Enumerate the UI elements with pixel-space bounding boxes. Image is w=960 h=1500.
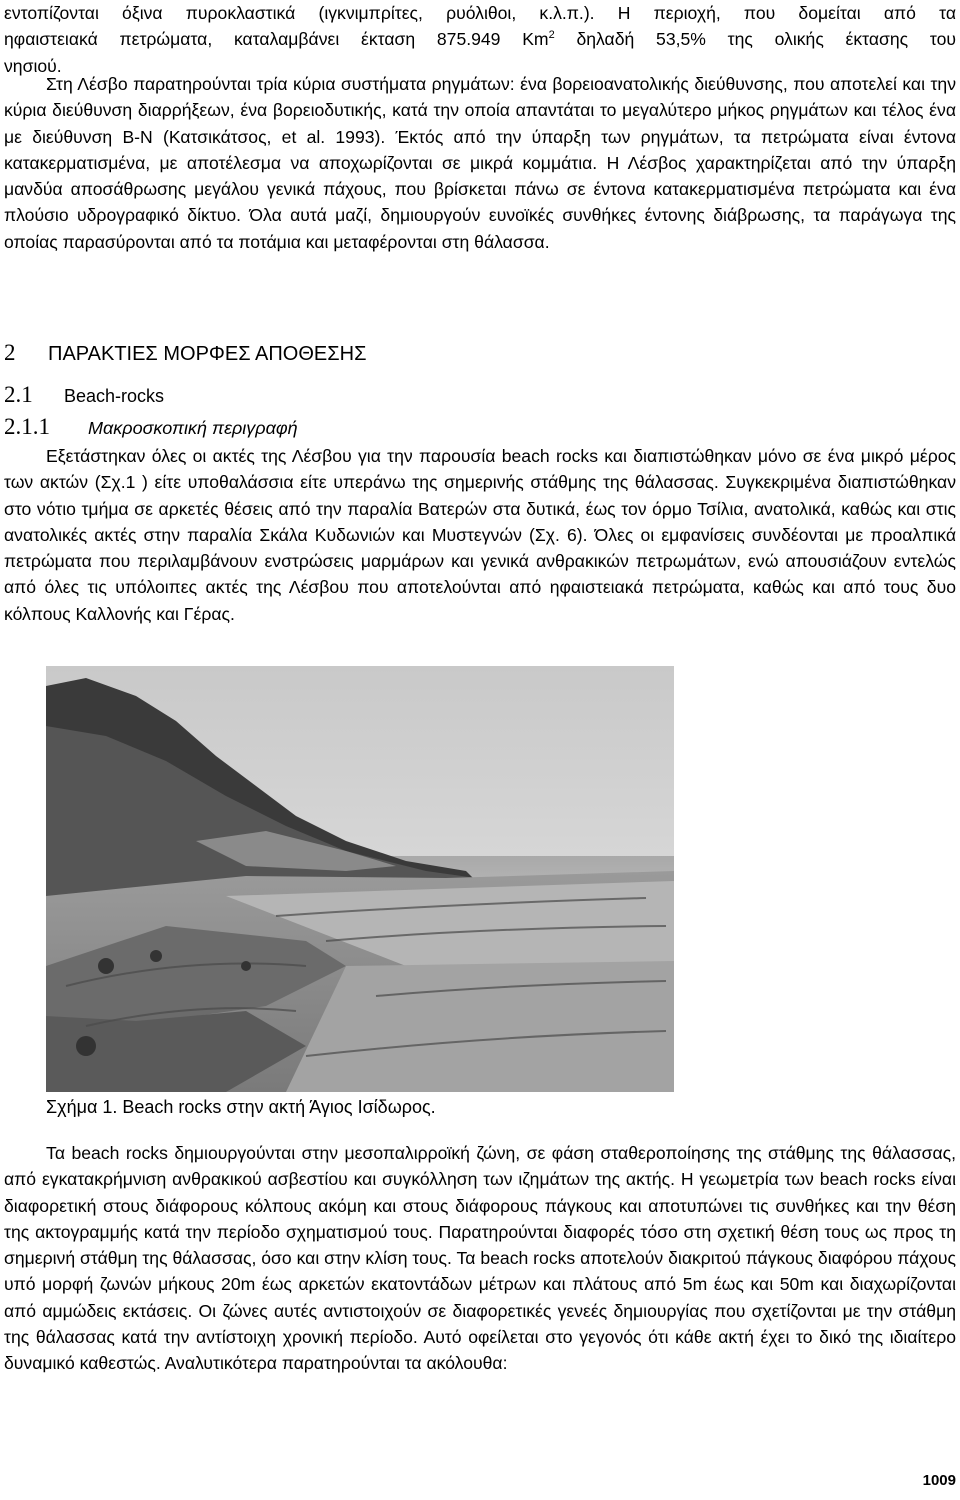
section-heading-2-1 bbox=[4, 382, 164, 408]
paragraph-beach-rocks-survey: Εξετάστηκαν όλες οι ακτές της Λέσβου για την παρουσία beach rocks και διαπιστώθηκαν μόνο σε ένα μικρό μέρος των ακτών (Σχ.1 ) είτε υποθαλάσσια είτε υπεράνω της σημερινής στάθμης της θάλασσας. Συγκεκριμένα διαπιστώθηκαν στο νότιο τμήμα σε αρκετές θέσεις από την παραλία Βατερών στα δυτικά, έως τον όρμο Τσίλια, ανατολικά, καθώς και στις ανατολικές ακτές στην παραλία Σκάλα Κυδωνιών και Μυστεγνών (Σχ. 6). Όλες οι εμφανίσεις συνδέονται με προαλπικά πετρώματα που περιλαμβάνουν ενστρώσεις μαρμάρων και γενικά ανθρακικών πετρωμάτων, ενώ απουσιάζουν εντελώς από όλες τις υπόλοιπες ακτές της Λέσβου που αποτελούνται από ηφαιστειακά πετρώματα, καθώς και από τους δυο κόλπους Καλλονής και Γέρας. bbox=[4, 446, 956, 624]
section-heading-2-1-1 bbox=[4, 414, 298, 440]
top-line-2-text-post: δηλαδή 53,5% της ολικής έκτασης του bbox=[554, 29, 956, 50]
section-title: ΠΑΡΑΚΤΙΕΣ ΜΟΡΦΕΣ ΑΠΟΘΕΣΗΣ bbox=[48, 343, 367, 365]
top-paragraph bbox=[4, 0, 956, 79]
section-number: 2.1.1 bbox=[4, 414, 50, 439]
paragraph-faults: Στη Λέσβο παρατηρούνται τρία κύρια συστήματα ρηγμάτων: ένα βορειοανατολικής διεύθυνσης, που αποτελεί και την κύρια διεύθυνση διαρρήξεων, ένα βορειοδυτικής, κατά την οποία απαντάται το μεγαλύτερο μήκος ρηγμάτων και τέλος ένα με διεύθυνση Β-Ν (Κατσικάτσος, et al. 1993). Έκτός από την ύπαρξη των ρηγμάτων, τα πετρώματα είναι έντονα κατακερματισμένα, με αποτέλεσμα να αποχωρίζονται σε μικρά κομμάτια. Η Λέσβος χαρακτηρίζεται από την ύπαρξη μανδύα αποσάθρωσης μεγάλου γενικά πάχους, που βρίσκεται πάνω σε έντονα κατακερματισμένα πετρώματα και ένα πλούσιο υδρογραφικό δίκτυο. Όλα αυτά μαζί, δημιουργούν ευνοϊκές συνθήκες έντονης διάβρωσης, τα παράγωγα της οποίας παρασύρονται από τα ποτάμια και μεταφέρονται στη θάλασσα. bbox=[4, 74, 956, 252]
section-number: 2 bbox=[4, 340, 16, 365]
section-number: 2.1 bbox=[4, 382, 33, 407]
superscript-2: 2 bbox=[548, 29, 555, 42]
top-line-2-text: ηφαιστειακά πετρώματα, καταλαμβάνει έκταση 875.949 Km bbox=[4, 29, 549, 50]
top-line-1: εντοπίζονται όξινα πυροκλαστικά (ιγκνιμπρίτες, ρυόλιθοι, κ.λ.π.). Η περιοχή, που δομείται από τα bbox=[4, 3, 956, 23]
beach-rocks-photo bbox=[46, 666, 674, 1092]
section-title: Μακροσκοπική περιγραφή bbox=[88, 418, 298, 438]
top-line-2 bbox=[4, 26, 956, 52]
section-heading-2 bbox=[4, 340, 366, 366]
top-line-3: νησιού. bbox=[4, 55, 62, 76]
figure-caption: Σχήμα 1. Beach rocks στην ακτή Άγιος Ισίδωρος. bbox=[46, 1097, 436, 1117]
page-number: 1009 bbox=[922, 1472, 956, 1489]
paragraph-beach-rocks-formation: Τα beach rocks δημιουργούνται στην μεσοπαλιρροϊκή ζώνη, σε φάση σταθεροποίησης της στάθμης της θάλασσας, από εγκατακρήμνιση ανθρακικού ασβεστίου και συγκόλληση των ιζημάτων της ακτής. Η γεωμετρία των beach rocks είναι διαφορετική στους διάφορους κόλπους ακόμη και στους διάφορους πάγκους και αποτυπώνει τις συνθήκες και την θέση της ακτογραμμής κατά την περίοδο σχηματισμού τους. Παρατηρούνται διαφορές τόσο στη σχετική θέση τους ως προς τη σημερινή στάθμη της θάλασσας, όσο και στην κλίση τους. Τα beach rocks αποτελούν διακριτού πάγκους διαφόρου πάχους υπό μορφή ζωνών μήκους 20m έως αρκετών εκατοντάδων μέτρων και πλάτους από 5m έως και 50m και διαχωρίζονται από αμμώδεις εκτάσεις. Οι ζώνες αυτές αντιστοιχούν σε διαφορετικές γενεές δημιουργίας που σχετίζονται με την στάθμη της θάλασσας κατά την αντίστοιχη χρονική περίοδο. Αυτό οφείλεται στο γεγονός ότι κάθε ακτή έχει το δικό της ιδιαίτερο δυναμικό καθεστώς. Αναλυτικότερα παρατηρούνται τα ακόλουθα: bbox=[4, 1143, 956, 1374]
section-title: Beach-rocks bbox=[64, 386, 165, 406]
